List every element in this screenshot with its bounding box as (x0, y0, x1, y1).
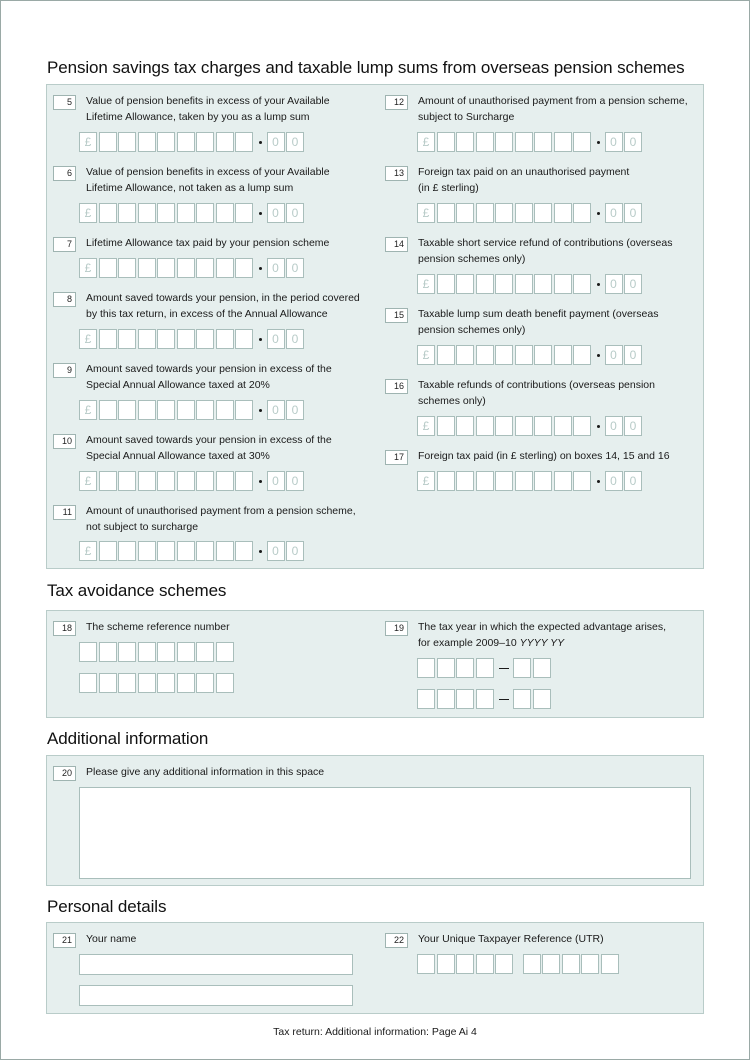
digit-box[interactable] (554, 416, 572, 436)
digit-box[interactable] (196, 541, 214, 561)
utr-digit-box[interactable] (581, 954, 599, 974)
box-number: 5 (53, 95, 76, 110)
pound-sign: £ (417, 274, 435, 294)
digit-box[interactable] (456, 471, 474, 491)
digit-box[interactable] (554, 274, 572, 294)
digit-box[interactable] (157, 258, 175, 278)
pound-sign: £ (79, 132, 97, 152)
pence-box: 0 (267, 471, 285, 491)
digit-box[interactable] (573, 203, 591, 223)
decimal-point (259, 550, 262, 553)
digit-box[interactable] (554, 345, 572, 365)
pound-sign: £ (417, 471, 435, 491)
digit-box[interactable] (157, 132, 175, 152)
pence-box: 0 (267, 132, 285, 152)
utr-digit-box[interactable] (417, 954, 435, 974)
amount-field-17[interactable] (417, 471, 644, 491)
digit-box[interactable] (437, 416, 455, 436)
digit-box[interactable] (534, 203, 552, 223)
page-footer: Tax return: Additional information: Page Ai 4 (273, 1026, 477, 1038)
box-number: 13 (385, 166, 408, 181)
digit-box[interactable] (515, 345, 533, 365)
digit-box[interactable] (157, 329, 175, 349)
decimal-point (597, 480, 600, 483)
digit-box[interactable] (476, 471, 494, 491)
question-label: Foreign tax paid (in £ sterling) on boxes 14, 15 and 16 (418, 450, 670, 462)
digit-box[interactable] (476, 345, 494, 365)
question-label: Taxable lump sum death benefit payment (overseas pension schemes only) (418, 308, 659, 336)
digit-box[interactable] (216, 541, 234, 561)
char-box[interactable] (138, 673, 156, 693)
char-box[interactable] (157, 642, 175, 662)
year-digit-box[interactable] (533, 658, 551, 678)
year-digit-box[interactable] (476, 689, 494, 709)
digit-box[interactable] (99, 400, 117, 420)
amount-field-5[interactable] (79, 132, 306, 152)
year-digit-box[interactable] (533, 689, 551, 709)
digit-box[interactable] (515, 416, 533, 436)
pound-sign: £ (417, 132, 435, 152)
digit-box[interactable] (554, 132, 572, 152)
scheme-reference-field-1[interactable] (79, 642, 235, 662)
digit-box[interactable] (573, 416, 591, 436)
decimal-point (259, 212, 262, 215)
digit-box[interactable] (118, 258, 136, 278)
digit-box[interactable] (437, 274, 455, 294)
digit-box[interactable] (476, 274, 494, 294)
digit-box[interactable] (573, 471, 591, 491)
pence-box: 0 (286, 541, 304, 561)
digit-box[interactable] (138, 132, 156, 152)
char-box[interactable] (118, 642, 136, 662)
digit-box[interactable] (157, 541, 175, 561)
char-box[interactable] (138, 642, 156, 662)
question-label: The scheme reference number (86, 621, 230, 633)
digit-box[interactable] (437, 345, 455, 365)
pence-box: 0 (605, 416, 623, 436)
utr-digit-box[interactable] (562, 954, 580, 974)
year-digit-box[interactable] (417, 689, 435, 709)
personal-panel (46, 922, 704, 1014)
char-box[interactable] (177, 642, 195, 662)
digit-box[interactable] (235, 258, 253, 278)
digit-box[interactable] (99, 541, 117, 561)
amount-field-11[interactable] (79, 541, 306, 561)
box-number: 20 (53, 766, 76, 781)
year-dash (499, 668, 509, 669)
char-box[interactable] (157, 673, 175, 693)
pence-box: 0 (267, 541, 285, 561)
pence-box: 0 (605, 471, 623, 491)
digit-box[interactable] (99, 258, 117, 278)
amount-field-9[interactable] (79, 400, 306, 420)
digit-box[interactable] (495, 416, 513, 436)
digit-box[interactable] (437, 132, 455, 152)
pence-box: 0 (267, 203, 285, 223)
decimal-point (259, 141, 262, 144)
char-box[interactable] (177, 673, 195, 693)
year-digit-box[interactable] (476, 658, 494, 678)
digit-box[interactable] (118, 471, 136, 491)
question-label: Taxable refunds of contributions (overseas pension schemes only) (418, 379, 655, 407)
digit-box[interactable] (456, 132, 474, 152)
pound-sign: £ (79, 541, 97, 561)
digit-box[interactable] (495, 203, 513, 223)
decimal-point (597, 425, 600, 428)
digit-box[interactable] (554, 471, 572, 491)
pound-sign: £ (417, 203, 435, 223)
utr-digit-box[interactable] (456, 954, 474, 974)
amount-field-6[interactable] (79, 203, 306, 223)
char-box[interactable] (79, 673, 97, 693)
digit-box[interactable] (437, 471, 455, 491)
digit-box[interactable] (216, 329, 234, 349)
box-number: 6 (53, 166, 76, 181)
pound-sign: £ (79, 203, 97, 223)
digit-box[interactable] (177, 203, 195, 223)
digit-box[interactable] (235, 132, 253, 152)
char-box[interactable] (196, 673, 214, 693)
pence-box: 0 (286, 203, 304, 223)
digit-box[interactable] (476, 416, 494, 436)
digit-box[interactable] (573, 274, 591, 294)
digit-box[interactable] (118, 203, 136, 223)
digit-box[interactable] (157, 400, 175, 420)
amount-field-10[interactable] (79, 471, 306, 491)
pence-box: 0 (624, 274, 642, 294)
digit-box[interactable] (495, 132, 513, 152)
pound-sign: £ (79, 329, 97, 349)
digit-box[interactable] (138, 329, 156, 349)
box-number: 19 (385, 621, 408, 636)
digit-box[interactable] (99, 203, 117, 223)
question-label: The tax year in which the expected advantage arises, for example 2009–10 YYYY YY (418, 621, 667, 649)
digit-box[interactable] (118, 541, 136, 561)
year-digit-box[interactable] (437, 689, 455, 709)
digit-box[interactable] (177, 471, 195, 491)
amount-field-8[interactable] (79, 329, 306, 349)
digit-box[interactable] (138, 541, 156, 561)
additional-panel (46, 755, 704, 886)
decimal-point (597, 354, 600, 357)
section-title-additional: Additional information (47, 729, 209, 748)
pound-sign: £ (79, 400, 97, 420)
pound-sign: £ (79, 258, 97, 278)
box-number: 17 (385, 450, 408, 465)
question-label: Amount of unauthorised payment from a pension scheme, not subject to surcharge (86, 505, 356, 533)
question-label: Lifetime Allowance tax paid by your pension scheme (86, 237, 330, 249)
digit-box[interactable] (177, 132, 195, 152)
digit-box[interactable] (554, 203, 572, 223)
digit-box[interactable] (99, 471, 117, 491)
decimal-point (259, 267, 262, 270)
amount-field-7[interactable] (79, 258, 306, 278)
digit-box[interactable] (534, 132, 552, 152)
digit-box[interactable] (456, 416, 474, 436)
digit-box[interactable] (437, 203, 455, 223)
box-number: 11 (53, 505, 76, 520)
pence-box: 0 (605, 345, 623, 365)
digit-box[interactable] (118, 400, 136, 420)
digit-box[interactable] (476, 203, 494, 223)
box-number: 16 (385, 379, 408, 394)
digit-box[interactable] (99, 132, 117, 152)
decimal-point (597, 212, 600, 215)
pence-box: 0 (624, 132, 642, 152)
additional-information-textarea[interactable] (79, 787, 691, 879)
digit-box[interactable] (157, 471, 175, 491)
year-digit-box[interactable] (456, 689, 474, 709)
question-label: Amount saved towards your pension in excess of the Special Annual Allowance taxed at 20% (86, 363, 332, 391)
digit-box[interactable] (456, 203, 474, 223)
char-box[interactable] (79, 642, 97, 662)
pence-box: 0 (286, 400, 304, 420)
digit-box[interactable] (476, 132, 494, 152)
pence-box: 0 (605, 274, 623, 294)
digit-box[interactable] (495, 471, 513, 491)
digit-box[interactable] (177, 400, 195, 420)
digit-box[interactable] (495, 345, 513, 365)
digit-box[interactable] (216, 400, 234, 420)
digit-box[interactable] (118, 132, 136, 152)
amount-field-12[interactable] (417, 132, 644, 152)
pence-box: 0 (286, 258, 304, 278)
question-label: Please give any additional information in this space (86, 766, 325, 778)
year-digit-box[interactable] (456, 658, 474, 678)
char-box[interactable] (216, 642, 234, 662)
year-dash (499, 699, 509, 700)
digit-box[interactable] (235, 400, 253, 420)
scheme-reference-field-2[interactable] (79, 673, 235, 693)
digit-box[interactable] (196, 203, 214, 223)
digit-box[interactable] (456, 345, 474, 365)
char-box[interactable] (196, 642, 214, 662)
utr-digit-box[interactable] (476, 954, 494, 974)
char-box[interactable] (99, 642, 117, 662)
name-field-1[interactable] (79, 954, 353, 975)
digit-box[interactable] (235, 203, 253, 223)
pence-box: 0 (605, 203, 623, 223)
amount-field-15[interactable] (417, 345, 644, 365)
pence-box: 0 (624, 345, 642, 365)
box-number: 12 (385, 95, 408, 110)
utr-digit-box[interactable] (437, 954, 455, 974)
decimal-point (259, 480, 262, 483)
pound-sign: £ (417, 416, 435, 436)
tax-year-field-1[interactable] (417, 658, 552, 678)
digit-box[interactable] (138, 400, 156, 420)
pound-sign: £ (417, 345, 435, 365)
section-title-personal: Personal details (47, 897, 167, 916)
digit-box[interactable] (534, 345, 552, 365)
decimal-point (597, 141, 600, 144)
box-number: 18 (53, 621, 76, 636)
year-digit-box[interactable] (513, 658, 531, 678)
digit-box[interactable] (573, 132, 591, 152)
pence-box: 0 (624, 471, 642, 491)
digit-box[interactable] (534, 416, 552, 436)
digit-box[interactable] (515, 132, 533, 152)
digit-box[interactable] (235, 541, 253, 561)
pence-box: 0 (267, 258, 285, 278)
box-number: 22 (385, 933, 408, 948)
pension-panel (46, 84, 704, 569)
digit-box[interactable] (157, 203, 175, 223)
digit-box[interactable] (534, 471, 552, 491)
question-label: Amount of unauthorised payment from a pension scheme, subject to Surcharge (418, 95, 688, 123)
year-digit-box[interactable] (417, 658, 435, 678)
pence-box: 0 (267, 400, 285, 420)
year-digit-box[interactable] (437, 658, 455, 678)
question-label: Your Unique Taxpayer Reference (UTR) (418, 933, 604, 945)
utr-digit-box[interactable] (542, 954, 560, 974)
amount-field-13[interactable] (417, 203, 644, 223)
digit-box[interactable] (196, 329, 214, 349)
box-number: 7 (53, 237, 76, 252)
digit-box[interactable] (235, 471, 253, 491)
utr-digit-box[interactable] (523, 954, 541, 974)
digit-box[interactable] (196, 258, 214, 278)
pound-sign: £ (79, 471, 97, 491)
pence-box: 0 (267, 329, 285, 349)
digit-box[interactable] (235, 329, 253, 349)
pence-box: 0 (286, 132, 304, 152)
digit-box[interactable] (196, 471, 214, 491)
question-label: Foreign tax paid on an unauthorised payment (in £ sterling) (418, 166, 630, 194)
digit-box[interactable] (99, 329, 117, 349)
box-number: 9 (53, 363, 76, 378)
pence-box: 0 (286, 329, 304, 349)
section-title-avoidance: Tax avoidance schemes (47, 581, 227, 600)
digit-box[interactable] (495, 274, 513, 294)
digit-box[interactable] (138, 203, 156, 223)
digit-box[interactable] (177, 258, 195, 278)
decimal-point (259, 338, 262, 341)
tax-year-field-2[interactable] (417, 689, 552, 709)
digit-box[interactable] (177, 541, 195, 561)
char-box[interactable] (118, 673, 136, 693)
amount-field-16[interactable] (417, 416, 644, 436)
digit-box[interactable] (456, 274, 474, 294)
question-label: Value of pension benefits in excess of your Available Lifetime Allowance, taken by you as a lump sum (86, 95, 330, 123)
question-label: Value of pension benefits in excess of your Available Lifetime Allowance, not taken as a lump sum (86, 166, 330, 194)
avoidance-panel (46, 610, 704, 718)
utr-field[interactable] (417, 954, 620, 974)
question-label: Taxable short service refund of contributions (overseas pension schemes only) (418, 237, 673, 265)
pence-box: 0 (624, 203, 642, 223)
pence-box: 0 (605, 132, 623, 152)
utr-digit-box[interactable] (495, 954, 513, 974)
digit-box[interactable] (196, 132, 214, 152)
question-label: Amount saved towards your pension, in the period covered by this tax return, in excess of the Annual Allowance (86, 292, 360, 320)
digit-box[interactable] (138, 471, 156, 491)
box-number: 21 (53, 933, 76, 948)
pence-box: 0 (286, 471, 304, 491)
digit-box[interactable] (515, 203, 533, 223)
digit-box[interactable] (118, 329, 136, 349)
digit-box[interactable] (216, 258, 234, 278)
name-field-2[interactable] (79, 985, 353, 1006)
digit-box[interactable] (573, 345, 591, 365)
question-label: Your name (86, 933, 137, 945)
question-label: Amount saved towards your pension in excess of the Special Annual Allowance taxed at 30% (86, 434, 332, 462)
digit-box[interactable] (515, 471, 533, 491)
decimal-point (259, 409, 262, 412)
digit-box[interactable] (216, 471, 234, 491)
box-number: 15 (385, 308, 408, 323)
digit-box[interactable] (515, 274, 533, 294)
digit-box[interactable] (177, 329, 195, 349)
char-box[interactable] (99, 673, 117, 693)
decimal-point (597, 283, 600, 286)
digit-box[interactable] (216, 203, 234, 223)
digit-box[interactable] (216, 132, 234, 152)
char-box[interactable] (216, 673, 234, 693)
box-number: 8 (53, 292, 76, 307)
digit-box[interactable] (534, 274, 552, 294)
digit-box[interactable] (196, 400, 214, 420)
box-number: 10 (53, 434, 76, 449)
section-title-pension: Pension savings tax charges and taxable lump sums from overseas pension schemes (47, 58, 685, 77)
utr-digit-box[interactable] (601, 954, 619, 974)
pence-box: 0 (624, 416, 642, 436)
box-number: 14 (385, 237, 408, 252)
amount-field-14[interactable] (417, 274, 644, 294)
digit-box[interactable] (138, 258, 156, 278)
year-digit-box[interactable] (513, 689, 531, 709)
